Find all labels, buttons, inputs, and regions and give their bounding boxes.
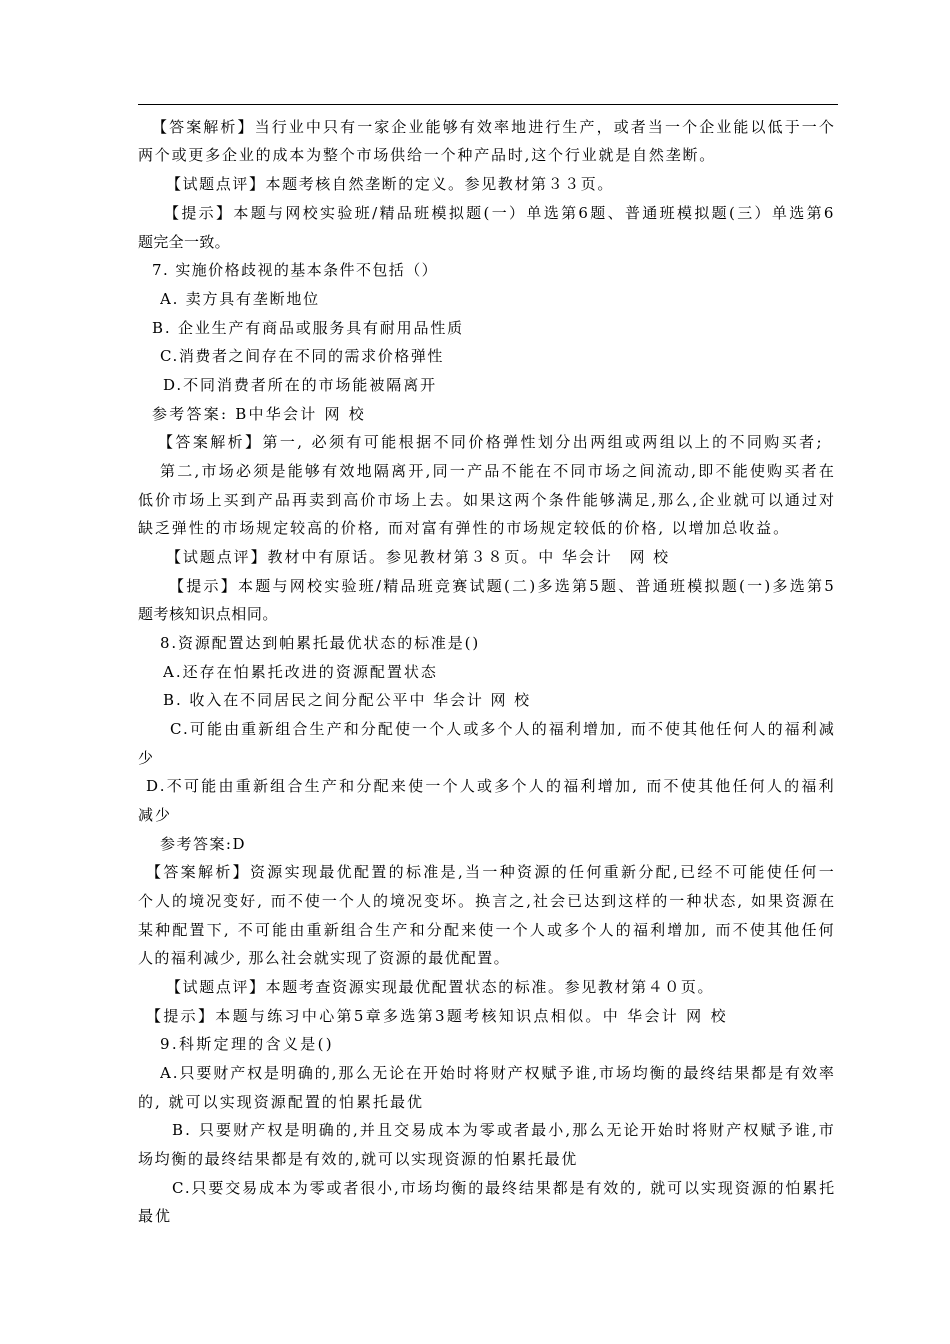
doc-line: 【提示】本题与练习中心第5章多选第3题考核知识点相似。中 华会计 网 校 xyxy=(146,1007,728,1025)
doc-line: B. 企业生产有商品或服务具有耐用品性质 xyxy=(152,319,464,337)
doc-line: 低价市场上买到产品再卖到高价市场上去。如果这两个条件能够满足,那么,企业就可以通过对 xyxy=(138,491,836,509)
doc-line: D.不同消费者所在的市场能被隔离开 xyxy=(163,376,437,394)
doc-line: 少 xyxy=(138,749,154,767)
doc-line: B. 收入在不同居民之间分配公平中 华会计 网 校 xyxy=(163,691,531,709)
doc-line: 缺乏弹性的市场规定较高的价格, 而对富有弹性的市场规定较低的价格, 以增加总收益。 xyxy=(138,519,790,537)
doc-line: 的, 就可以实现资源配置的怕累托最优 xyxy=(138,1093,424,1111)
doc-line: A.只要财产权是明确的,那么无论在开始时将财产权赋予谁,市场均衡的最终结果都是有效率 xyxy=(160,1064,836,1082)
doc-line: 7. 实施价格歧视的基本条件不包括（） xyxy=(152,261,438,279)
doc-line: B. 只要财产权是明确的,并且交易成本为零或者最小,那么无论开始时将财产权赋予谁,市 xyxy=(172,1121,836,1139)
doc-line: 【试题点评】教材中有原话。参见教材第３８页。中 华会计 网 校 xyxy=(166,548,670,566)
doc-line: 【答案解析】当行业中只有一家企业能够有效率地进行生产，或者当一个企业能以低于一个 xyxy=(152,118,836,136)
doc-line: 某种配置下, 不可能由重新组合生产和分配来使一个人或多个人的福利增加, 而不使其他任何 xyxy=(138,921,836,939)
doc-line: 9.科斯定理的含义是() xyxy=(160,1035,334,1053)
doc-line: 两个或更多企业的成本为整个市场供给一个种产品时,这个行业就是自然垄断。 xyxy=(138,146,716,164)
doc-line: 【试题点评】本题考核自然垄断的定义。参见教材第３３页。 xyxy=(166,175,614,193)
doc-line: 参考答案: B中华会计 网 校 xyxy=(152,405,366,423)
doc-line: 【提示】本题与网校实验班/精品班模拟题(一）单选第6题、普通班模拟题(三）单选第6 xyxy=(164,204,836,222)
header-rule xyxy=(138,104,838,105)
doc-line: 减少 xyxy=(138,806,172,824)
doc-line: 8.资源配置达到帕累托最优状态的标准是() xyxy=(160,634,480,652)
doc-line: A.还存在怕累托改进的资源配置状态 xyxy=(163,663,438,681)
doc-line: C.只要交易成本为零或者很小,市场均衡的最终结果都是有效的, 就可以实现资源的怕累托 xyxy=(172,1179,836,1197)
doc-line: 场均衡的最终结果都是有效的,就可以实现资源的怕累托最优 xyxy=(138,1150,578,1168)
doc-line: C.消费者之间存在不同的需求价格弹性 xyxy=(160,347,444,365)
doc-line: 【试题点评】本题考查资源实现最优配置状态的标准。参见教材第４０页。 xyxy=(166,978,714,996)
doc-line: 最优 xyxy=(138,1207,172,1225)
doc-line: 【答案解析】第一, 必须有可能根据不同价格弹性划分出两组或两组以上的不同购买者; xyxy=(158,433,824,451)
doc-line: 第二,市场必须是能够有效地隔离开,同一产品不能在不同市场之间流动,即不能使购买者在 xyxy=(160,462,836,480)
doc-line: 参考答案:D xyxy=(160,835,246,853)
doc-line: 个人的境况变好, 而不使一个人的境况变坏。换言之,社会已达到这样的一种状态, 如果资源在 xyxy=(138,892,836,910)
doc-line: 题完全一致。 xyxy=(138,233,230,251)
doc-line: A. 卖方具有垄断地位 xyxy=(160,290,320,308)
doc-line: 题考核知识点相同。 xyxy=(138,605,278,623)
doc-line: 【答案解析】资源实现最优配置的标准是,当一种资源的任何重新分配,已经不可能使任何一 xyxy=(146,863,836,881)
doc-line: C.可能由重新组合生产和分配使一个人或多个人的福利增加, 而不使其他任何人的福利减 xyxy=(170,720,836,738)
doc-line: 人的福利减少, 那么社会就实现了资源的最优配置。 xyxy=(138,949,510,967)
doc-line: 【提示】本题与网校实验班/精品班竞赛试题(二)多选第5题、普通班模拟题(一)多选第5 xyxy=(169,577,836,595)
doc-line: D.不可能由重新组合生产和分配来使一个人或多个人的福利增加, 而不使其他任何人的福利 xyxy=(146,777,836,795)
